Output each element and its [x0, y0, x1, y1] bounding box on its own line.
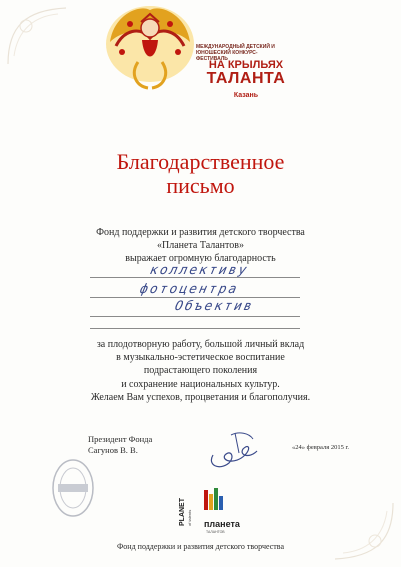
logo-city: Казань	[233, 92, 259, 99]
document-title-line1: Благодарственное	[116, 149, 285, 174]
organization-line3: выражает огромную благодарность	[125, 253, 276, 264]
recipient-handwritten-line1: коллективу	[148, 263, 250, 278]
recipient-line-4	[90, 328, 300, 329]
signature-icon	[205, 425, 265, 475]
svg-text:PLANET: PLANET	[179, 498, 186, 526]
logo-title-line2: ТАЛАНТА	[206, 70, 286, 87]
organization-line1: Фонд поддержки и развития детского творчества	[96, 227, 305, 238]
corner-ornament-bottom-right	[325, 501, 395, 561]
planeta-logo-word: планета	[204, 519, 240, 529]
signatory-name: Сагунов В. В.	[88, 445, 138, 455]
body-line5: Желаем Вам успехов, процветания и благополучия.	[90, 391, 311, 403]
body-text	[0, 338, 401, 404]
recipient-handwritten-line3: Объектив	[173, 299, 256, 314]
signatory-title: Президент Фонда	[88, 434, 153, 444]
recipient-handwritten-line2: фотоцентра	[138, 282, 240, 297]
logo-title	[196, 58, 296, 86]
document-title-line2: письмо	[166, 173, 235, 198]
footer-text: Фонд поддержки и развития детского творчества	[116, 542, 284, 551]
logo-caption: МЕЖДУНАРОДНЫЙ ДЕТСКИЙ И ЮНОШЕСКИЙ КОНКУРС-ФЕСТИВАЛЬ	[196, 44, 275, 62]
corner-ornament-top-left	[6, 6, 76, 66]
issue-date: «24» февраля 2015 г.	[292, 444, 350, 451]
recipient-line-3	[90, 316, 300, 317]
body-line3: подрастающего поколения	[143, 365, 258, 377]
body-line4: и сохранение национальных культур.	[121, 378, 280, 390]
body-line1: за плодотворную работу, большой личный вклад	[96, 339, 305, 350]
body-line2: в музыкально-эстетическое воспитание	[116, 352, 285, 364]
logo-title-line1: НА КРЫЛЬЯХ	[208, 59, 284, 71]
firebird-logo-icon	[100, 2, 200, 90]
organization-block	[0, 226, 401, 265]
svg-text:of talents: of talents	[187, 509, 192, 526]
planeta-logo-sub: ТАЛАНТОВ	[206, 530, 225, 534]
organization-line2: «Планета Талантов»	[157, 240, 244, 251]
recipient-line-2	[90, 297, 300, 298]
stamp-icon	[50, 456, 96, 520]
